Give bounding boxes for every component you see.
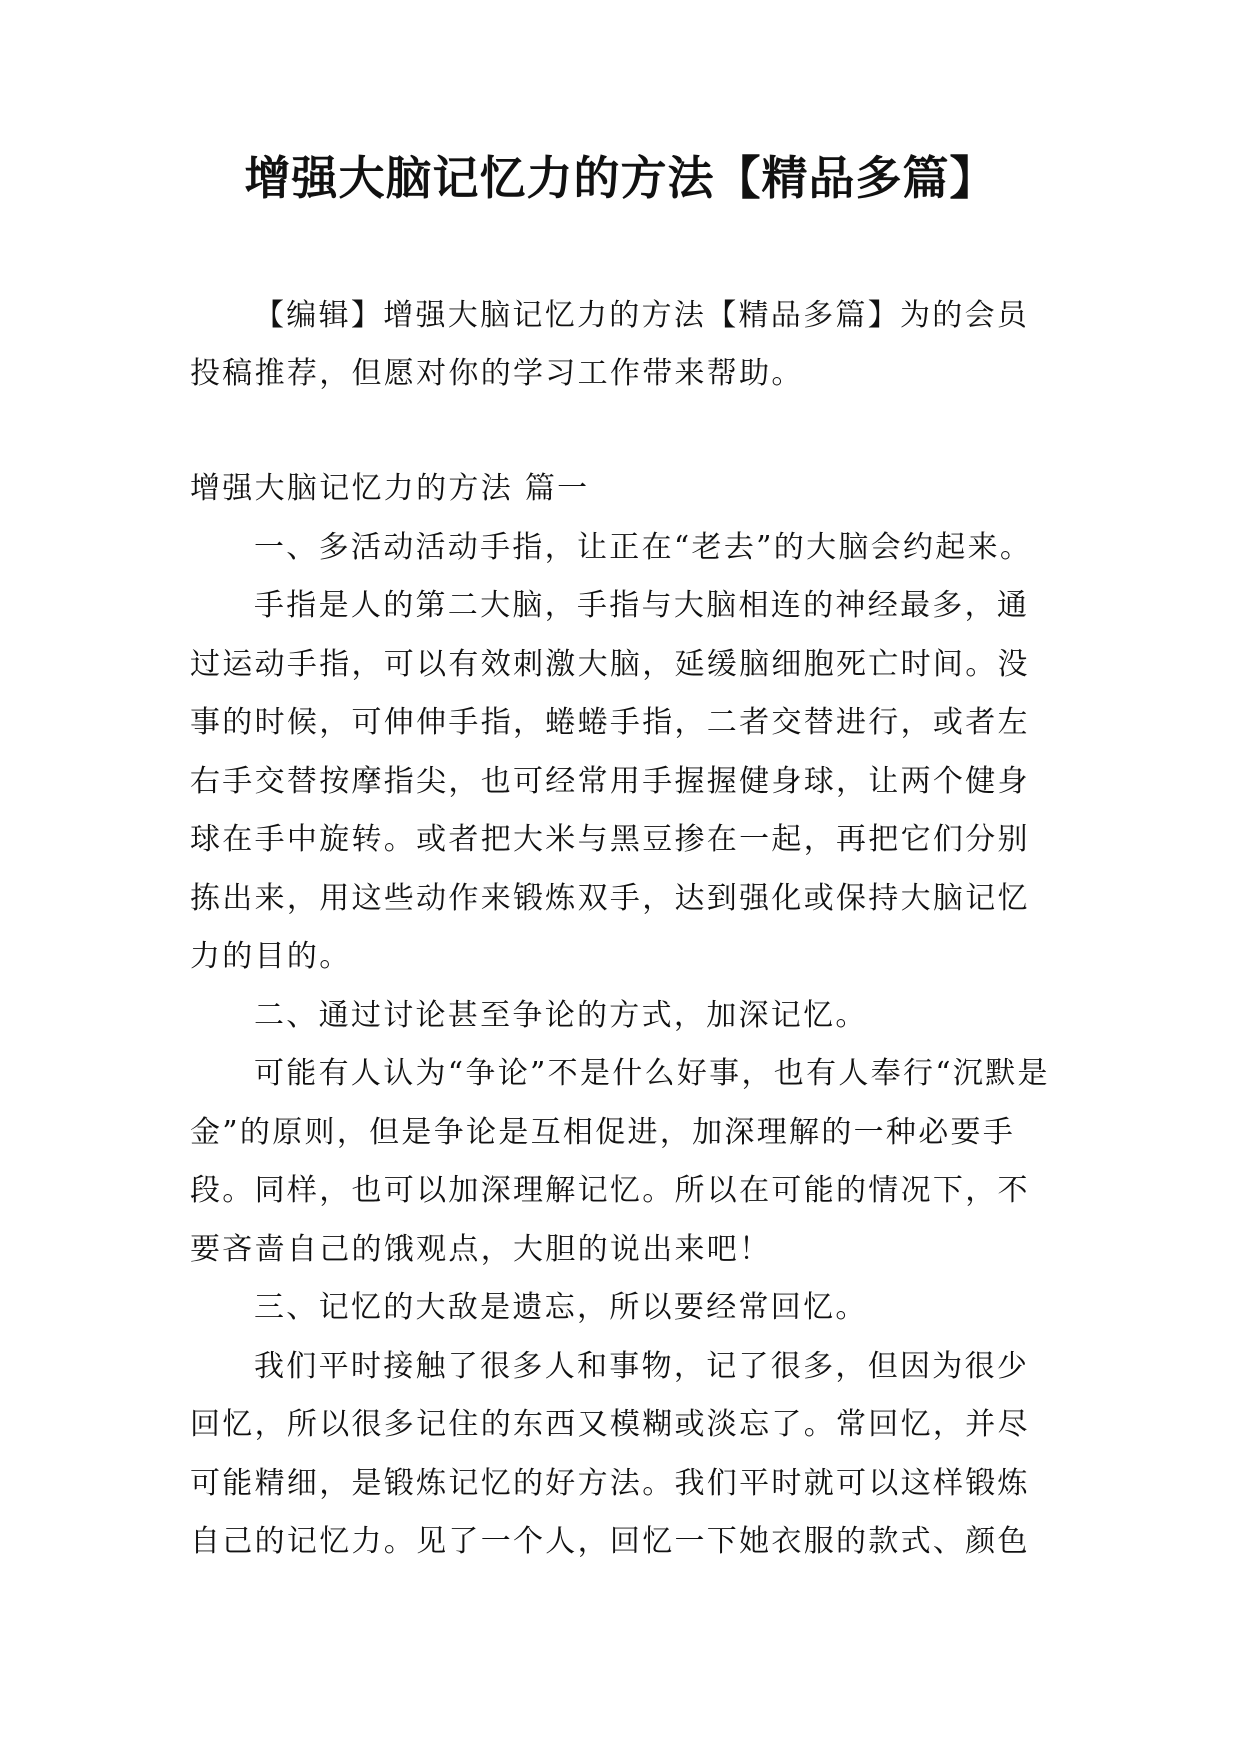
point-heading-2: 二、通过讨论甚至争论的方式，加深记忆。 <box>254 997 868 1033</box>
paragraph-3: 我们平时接触了很多人和事物，记了很多，但因为很少回忆，所以很多记住的东西又模糊或淡忘了。常回忆，并尽可能精细，是锻炼记忆的好方法。我们平时就可以这样锻炼自己的记忆力。见了一个人，回忆一下她衣服的款式、颜色 <box>190 1348 1030 1559</box>
intro-paragraph: 【编辑】增强大脑记忆力的方法【精品多篇】为的会员投稿推荐，但愿对你的学习工作带来帮助。 <box>190 298 1030 391</box>
document-title: 增强大脑记忆力的方法【精品多篇】 <box>244 151 997 205</box>
point-heading-1: 一、多活动活动手指，让正在“老去”的大脑会约起来。 <box>254 529 1033 565</box>
paragraph-1: 手指是人的第二大脑，手指与大脑相连的神经最多，通过运动手指，可以有效刺激大脑，延缓脑细胞死亡时间。没事的时候，可伸伸手指，蜷蜷手指，二者交替进行，或者左右手交替按摩指尖，也可经常用手握握健身球，让两个健身球在手中旋转。或者把大米与黑豆掺在一起，再把它们分别拣出来，用这些动作来锻炼双手，达到强化或保持大脑记忆力的目的。 <box>190 588 1030 974</box>
section-heading: 增强大脑记忆力的方法 篇一 <box>190 471 590 506</box>
paragraph-2: 可能有人认为“争论”不是什么好事，也有人奉行“沉默是金”的原则，但是争论是互相促进，加深理解的一种必要手段。同样，也可以加深理解记忆。所以在可能的情况下，不要吝啬自己的饿观点，大胆的说出来吧！ <box>190 1056 1050 1267</box>
section-body <box>190 460 1052 1572</box>
point-heading-3: 三、记忆的大敌是遗忘，所以要经常回忆。 <box>254 1290 868 1325</box>
